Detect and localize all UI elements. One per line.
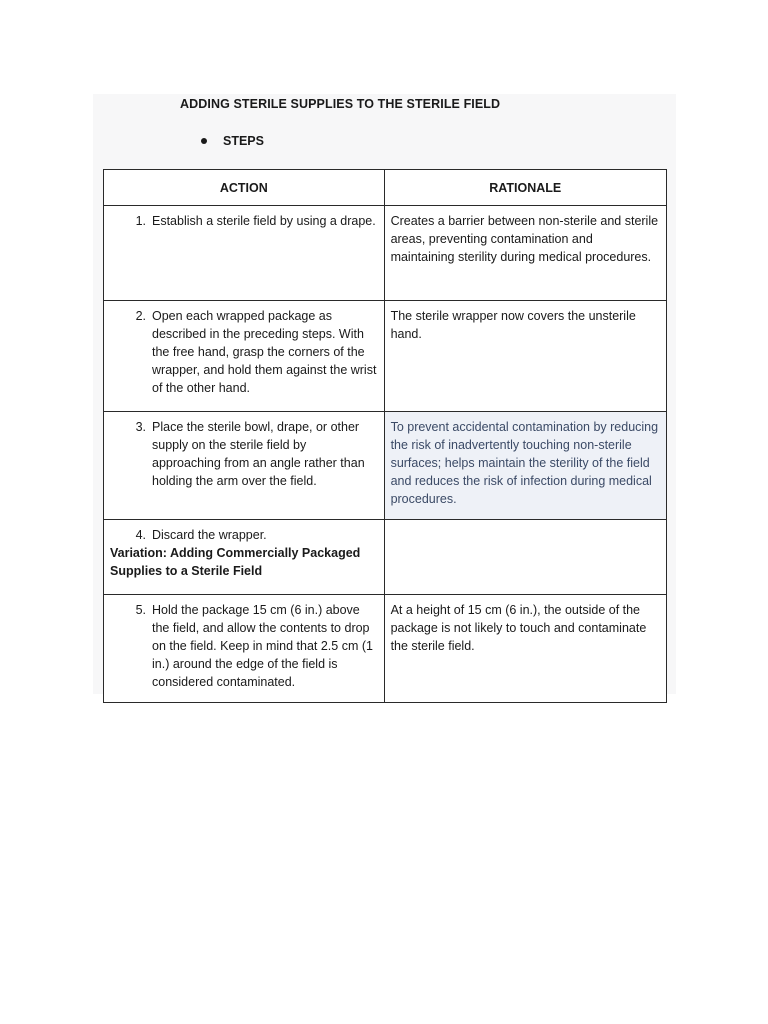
rationale-cell [384,595,666,703]
rationale-text: At a height of 15 cm (6 in.), the outside of the package is not likely to touch and contaminate the sterile field. [390,603,647,653]
action-text: Place the sterile bowl, drape, or other supply on the sterile field by approaching from an angle rather than holding the arm over the field. [152,420,365,488]
steps-table [103,169,667,703]
step-number: 5. [135,603,146,617]
step-number: 1. [135,214,146,228]
rationale-cell-highlighted [384,412,666,520]
rationale-text: To prevent accidental contamination by reducing the risk of inadvertently touching non-sterile surfaces; helps maintain the sterility of the field and reduces the risk of infection during medical procedures. [390,420,659,506]
action-cell [104,301,385,412]
rationale-cell [384,520,666,595]
action-text: Hold the package 15 cm (6 in.) above the field, and allow the contents to drop on the field. Keep in mind that 2.5 cm (1 in.) around the edge of the field is considered contaminated. [152,603,373,689]
action-text: Establish a sterile field by using a drape. [152,214,376,228]
table-row [104,595,667,703]
table-row [104,412,667,520]
action-text: Open each wrapped package as described in the preceding steps. With the free hand, grasp the corners of the wrapper, and hold them against the wrist of the other hand. [152,309,377,395]
variation-heading: Variation: Adding Commercially Packaged Supplies to a Sterile Field [110,546,361,578]
action-cell [104,595,385,703]
header-action: ACTION [104,170,385,206]
document-title: ADDING STERILE SUPPLIES TO THE STERILE FIELD [180,97,501,111]
steps-bullet [201,134,264,148]
table-header-row [104,170,667,206]
table-row [104,520,667,595]
rationale-cell [384,206,666,301]
table-row [104,206,667,301]
bullet-dot-icon [201,138,207,144]
step-number: 3. [135,420,146,434]
header-rationale: RATIONALE [384,170,666,206]
step-number: 4. [135,528,146,542]
action-text: Discard the wrapper. [152,528,267,542]
rationale-cell [384,301,666,412]
table-row [104,301,667,412]
action-cell [104,520,385,595]
action-cell [104,412,385,520]
action-cell [104,206,385,301]
steps-label: STEPS [223,134,264,148]
rationale-text: The sterile wrapper now covers the unsterile hand. [390,309,636,341]
step-number: 2. [135,309,146,323]
rationale-text: Creates a barrier between non-sterile and sterile areas, preventing contamination and maintaining sterility during medical procedures. [390,214,659,264]
